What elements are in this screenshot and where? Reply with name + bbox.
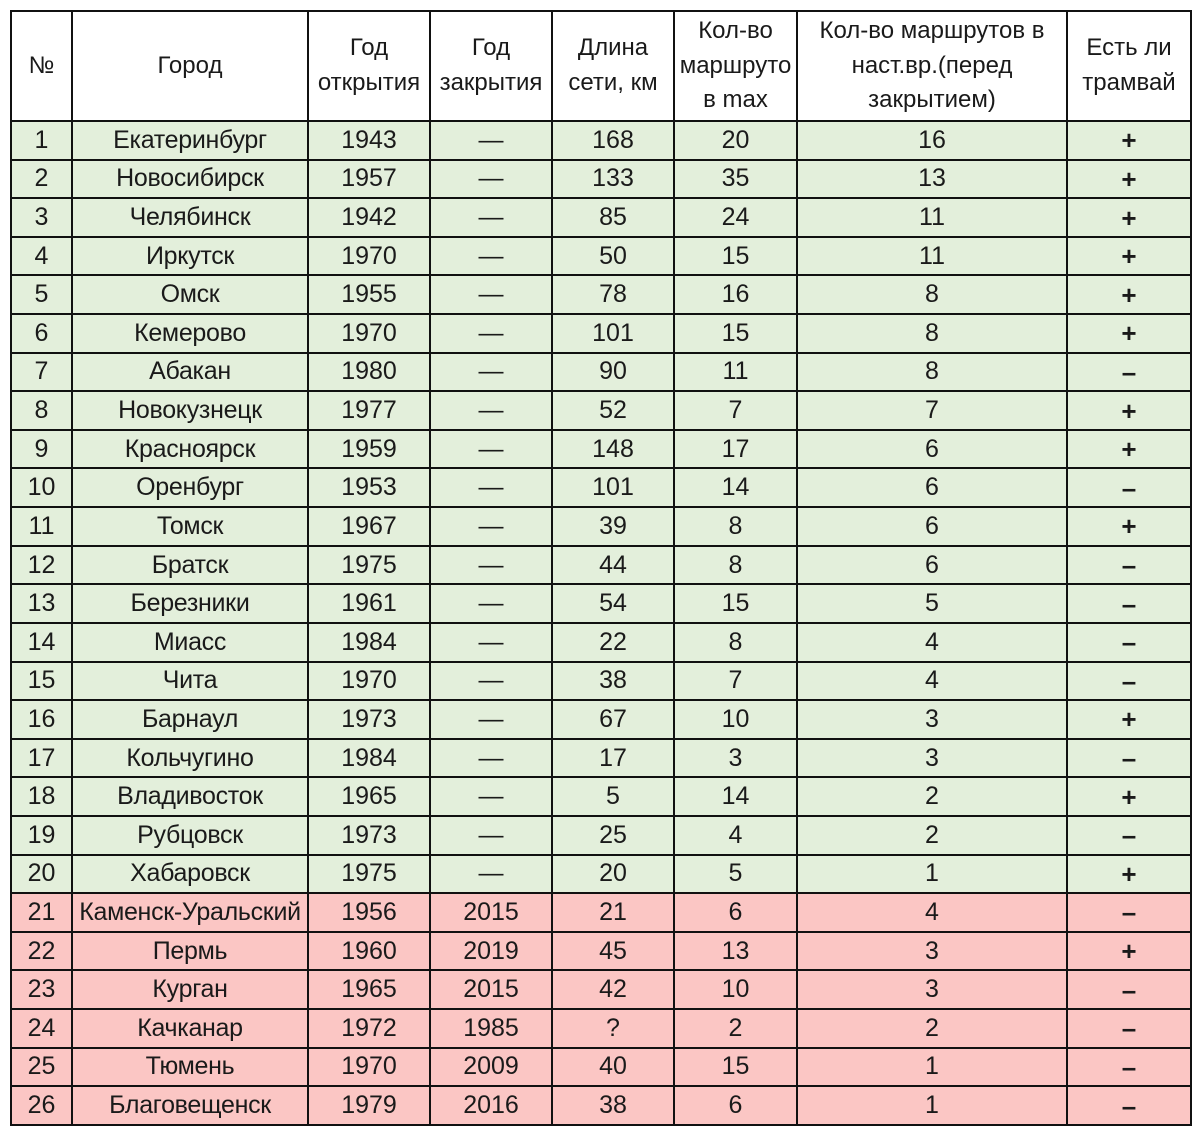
table-row [11,662,1191,701]
cell-routes-now: 1 [797,855,1067,894]
cell-num: 8 [11,391,72,430]
cell-num: 2 [11,160,72,199]
cell-tram: – [1067,623,1191,662]
table-row [11,121,1191,160]
cell-closed: — [430,314,552,353]
cell-tram: + [1067,932,1191,971]
cell-routes-now: 8 [797,275,1067,314]
cell-length: 40 [552,1048,674,1087]
cell-closed: — [430,353,552,392]
cell-tram: – [1067,353,1191,392]
cell-city: Владивосток [72,777,308,816]
cell-length: 78 [552,275,674,314]
cell-routes-max: 5 [674,855,797,894]
table-body [11,121,1191,1125]
cell-length: 44 [552,546,674,585]
cell-city: Барнаул [72,700,308,739]
table-row [11,1009,1191,1048]
cell-num: 9 [11,430,72,469]
cell-closed: 2015 [430,893,552,932]
cell-tram: + [1067,160,1191,199]
cell-city: Новокузнецк [72,391,308,430]
table-row [11,855,1191,894]
cell-routes-max: 8 [674,546,797,585]
cell-routes-now: 11 [797,198,1067,237]
cell-city: Иркутск [72,237,308,276]
cell-length: 67 [552,700,674,739]
cell-length: 50 [552,237,674,276]
cell-routes-now: 3 [797,970,1067,1009]
cell-routes-max: 24 [674,198,797,237]
cell-length: 85 [552,198,674,237]
cell-tram: + [1067,507,1191,546]
cell-opened: 1970 [308,237,430,276]
cell-num: 17 [11,739,72,778]
cell-tram: – [1067,546,1191,585]
cell-tram: + [1067,275,1191,314]
cell-city: Новосибирск [72,160,308,199]
cell-closed: — [430,700,552,739]
cell-length: 52 [552,391,674,430]
cell-num: 13 [11,584,72,623]
cell-routes-max: 15 [674,237,797,276]
table-row [11,1086,1191,1125]
cell-closed: — [430,275,552,314]
cell-length: ? [552,1009,674,1048]
cell-city: Каменск-Уральский [72,893,308,932]
cell-closed: — [430,160,552,199]
table-row [11,739,1191,778]
cell-routes-max: 10 [674,700,797,739]
cell-city: Миасс [72,623,308,662]
cell-length: 101 [552,314,674,353]
cell-routes-now: 5 [797,584,1067,623]
header-length: Длина сети, км [552,11,674,121]
cell-opened: 1975 [308,546,430,585]
cell-tram: + [1067,237,1191,276]
cell-city: Красноярск [72,430,308,469]
cell-city: Рубцовск [72,816,308,855]
table-row [11,314,1191,353]
cell-tram: – [1067,662,1191,701]
cell-length: 25 [552,816,674,855]
cell-city: Екатеринбург [72,121,308,160]
cell-num: 18 [11,777,72,816]
cell-opened: 1977 [308,391,430,430]
cell-closed: — [430,816,552,855]
cell-tram: – [1067,584,1191,623]
cell-routes-now: 8 [797,314,1067,353]
cell-length: 20 [552,855,674,894]
cell-opened: 1957 [308,160,430,199]
table-row [11,507,1191,546]
cell-closed: — [430,507,552,546]
cell-length: 39 [552,507,674,546]
cell-opened: 1955 [308,275,430,314]
cell-routes-now: 3 [797,739,1067,778]
cell-opened: 1979 [308,1086,430,1125]
cell-opened: 1980 [308,353,430,392]
cell-city: Курган [72,970,308,1009]
cell-num: 1 [11,121,72,160]
cell-length: 148 [552,430,674,469]
cell-routes-max: 17 [674,430,797,469]
cell-closed: 1985 [430,1009,552,1048]
header-tram: Есть ли трамвай [1067,11,1191,121]
table-row [11,237,1191,276]
cell-closed: — [430,584,552,623]
cell-routes-max: 15 [674,584,797,623]
cell-city: Омск [72,275,308,314]
cell-closed: — [430,237,552,276]
table-row [11,275,1191,314]
cell-routes-now: 8 [797,353,1067,392]
cell-routes-max: 15 [674,314,797,353]
cell-tram: – [1067,816,1191,855]
cell-tram: – [1067,1086,1191,1125]
cell-length: 54 [552,584,674,623]
cell-length: 45 [552,932,674,971]
cell-num: 16 [11,700,72,739]
cell-routes-now: 1 [797,1048,1067,1087]
cell-opened: 1965 [308,777,430,816]
cell-routes-max: 8 [674,507,797,546]
header-closed: Год закрытия [430,11,552,121]
cell-closed: — [430,121,552,160]
cell-closed: — [430,623,552,662]
cell-opened: 1970 [308,662,430,701]
cell-routes-max: 13 [674,932,797,971]
cell-tram: – [1067,468,1191,507]
cell-opened: 1970 [308,1048,430,1087]
cell-routes-now: 3 [797,700,1067,739]
header-routes-now: Кол-во маршрутов в наст.вр.(перед закрытием) [797,11,1067,121]
cell-routes-now: 4 [797,623,1067,662]
cell-closed: — [430,198,552,237]
cell-tram: + [1067,198,1191,237]
cell-opened: 1960 [308,932,430,971]
cell-tram: + [1067,391,1191,430]
cell-num: 22 [11,932,72,971]
cell-closed: 2015 [430,970,552,1009]
cell-num: 26 [11,1086,72,1125]
cell-city: Челябинск [72,198,308,237]
cell-tram: – [1067,739,1191,778]
cell-opened: 1967 [308,507,430,546]
cell-tram: + [1067,855,1191,894]
table-row [11,623,1191,662]
cell-routes-now: 7 [797,391,1067,430]
table-row [11,391,1191,430]
cell-closed: — [430,855,552,894]
table-row [11,700,1191,739]
cell-opened: 1942 [308,198,430,237]
cell-city: Чита [72,662,308,701]
table-row [11,816,1191,855]
cell-city: Братск [72,546,308,585]
cell-tram: + [1067,314,1191,353]
cell-routes-now: 13 [797,160,1067,199]
cell-tram: – [1067,970,1191,1009]
cell-length: 17 [552,739,674,778]
cell-tram: + [1067,777,1191,816]
cell-num: 23 [11,970,72,1009]
cell-num: 20 [11,855,72,894]
cell-city: Березники [72,584,308,623]
cell-city: Благовещенск [72,1086,308,1125]
cell-routes-now: 16 [797,121,1067,160]
cell-routes-now: 4 [797,893,1067,932]
cell-city: Кемерово [72,314,308,353]
cell-length: 21 [552,893,674,932]
cell-tram: – [1067,893,1191,932]
cell-routes-max: 2 [674,1009,797,1048]
cell-closed: 2019 [430,932,552,971]
cell-routes-now: 3 [797,932,1067,971]
cell-opened: 1961 [308,584,430,623]
cell-routes-now: 1 [797,1086,1067,1125]
cell-length: 5 [552,777,674,816]
cell-closed: 2009 [430,1048,552,1087]
cell-closed: — [430,777,552,816]
cell-routes-now: 2 [797,816,1067,855]
table-row [11,546,1191,585]
table-row [11,353,1191,392]
cell-city: Пермь [72,932,308,971]
cell-opened: 1956 [308,893,430,932]
cell-routes-now: 6 [797,546,1067,585]
cell-num: 19 [11,816,72,855]
table-row [11,468,1191,507]
cell-routes-max: 20 [674,121,797,160]
cell-num: 3 [11,198,72,237]
cell-closed: — [430,546,552,585]
cell-routes-max: 3 [674,739,797,778]
cell-routes-max: 10 [674,970,797,1009]
cell-length: 133 [552,160,674,199]
cell-routes-max: 7 [674,391,797,430]
cell-length: 101 [552,468,674,507]
cell-city: Тюмень [72,1048,308,1087]
cell-routes-now: 6 [797,468,1067,507]
cell-num: 24 [11,1009,72,1048]
cell-num: 11 [11,507,72,546]
cell-opened: 1965 [308,970,430,1009]
table-row [11,777,1191,816]
cell-opened: 1973 [308,816,430,855]
cell-length: 38 [552,662,674,701]
cell-tram: + [1067,430,1191,469]
table-row [11,430,1191,469]
cell-num: 5 [11,275,72,314]
cell-routes-max: 14 [674,777,797,816]
cell-city: Абакан [72,353,308,392]
trolleybus-table [10,10,1192,1126]
header-city: Город [72,11,308,121]
cell-routes-max: 15 [674,1048,797,1087]
cell-city: Хабаровск [72,855,308,894]
header-num: № [11,11,72,121]
header-routes-max: Кол-во маршруто в max [674,11,797,121]
table-row [11,584,1191,623]
cell-opened: 1984 [308,739,430,778]
header-opened: Год открытия [308,11,430,121]
cell-num: 14 [11,623,72,662]
cell-length: 168 [552,121,674,160]
cell-opened: 1984 [308,623,430,662]
cell-opened: 1972 [308,1009,430,1048]
table-row [11,198,1191,237]
cell-closed: — [430,468,552,507]
cell-num: 21 [11,893,72,932]
cell-tram: + [1067,121,1191,160]
cell-closed: — [430,662,552,701]
cell-routes-max: 11 [674,353,797,392]
cell-num: 15 [11,662,72,701]
cell-length: 22 [552,623,674,662]
table-row [11,932,1191,971]
cell-closed: — [430,430,552,469]
cell-routes-now: 2 [797,1009,1067,1048]
cell-routes-now: 6 [797,430,1067,469]
cell-num: 10 [11,468,72,507]
cell-routes-max: 35 [674,160,797,199]
cell-opened: 1975 [308,855,430,894]
cell-routes-max: 6 [674,1086,797,1125]
cell-opened: 1953 [308,468,430,507]
cell-city: Кольчугино [72,739,308,778]
cell-routes-max: 7 [674,662,797,701]
cell-closed: 2016 [430,1086,552,1125]
cell-routes-max: 4 [674,816,797,855]
cell-routes-now: 11 [797,237,1067,276]
cell-opened: 1973 [308,700,430,739]
cell-city: Томск [72,507,308,546]
cell-num: 12 [11,546,72,585]
cell-routes-max: 16 [674,275,797,314]
cell-tram: + [1067,700,1191,739]
cell-opened: 1970 [308,314,430,353]
cell-routes-now: 2 [797,777,1067,816]
cell-num: 25 [11,1048,72,1087]
cell-num: 6 [11,314,72,353]
cell-length: 38 [552,1086,674,1125]
cell-length: 42 [552,970,674,1009]
table-row [11,160,1191,199]
table-row [11,893,1191,932]
table-row [11,970,1191,1009]
cell-length: 90 [552,353,674,392]
cell-num: 7 [11,353,72,392]
cell-num: 4 [11,237,72,276]
cell-tram: – [1067,1009,1191,1048]
cell-city: Оренбург [72,468,308,507]
header-row [11,11,1191,121]
cell-tram: – [1067,1048,1191,1087]
table-row [11,1048,1191,1087]
cell-routes-max: 8 [674,623,797,662]
cell-routes-now: 6 [797,507,1067,546]
cell-closed: — [430,739,552,778]
cell-routes-now: 4 [797,662,1067,701]
cell-city: Качканар [72,1009,308,1048]
cell-routes-max: 14 [674,468,797,507]
cell-opened: 1959 [308,430,430,469]
cell-opened: 1943 [308,121,430,160]
cell-closed: — [430,391,552,430]
cell-routes-max: 6 [674,893,797,932]
